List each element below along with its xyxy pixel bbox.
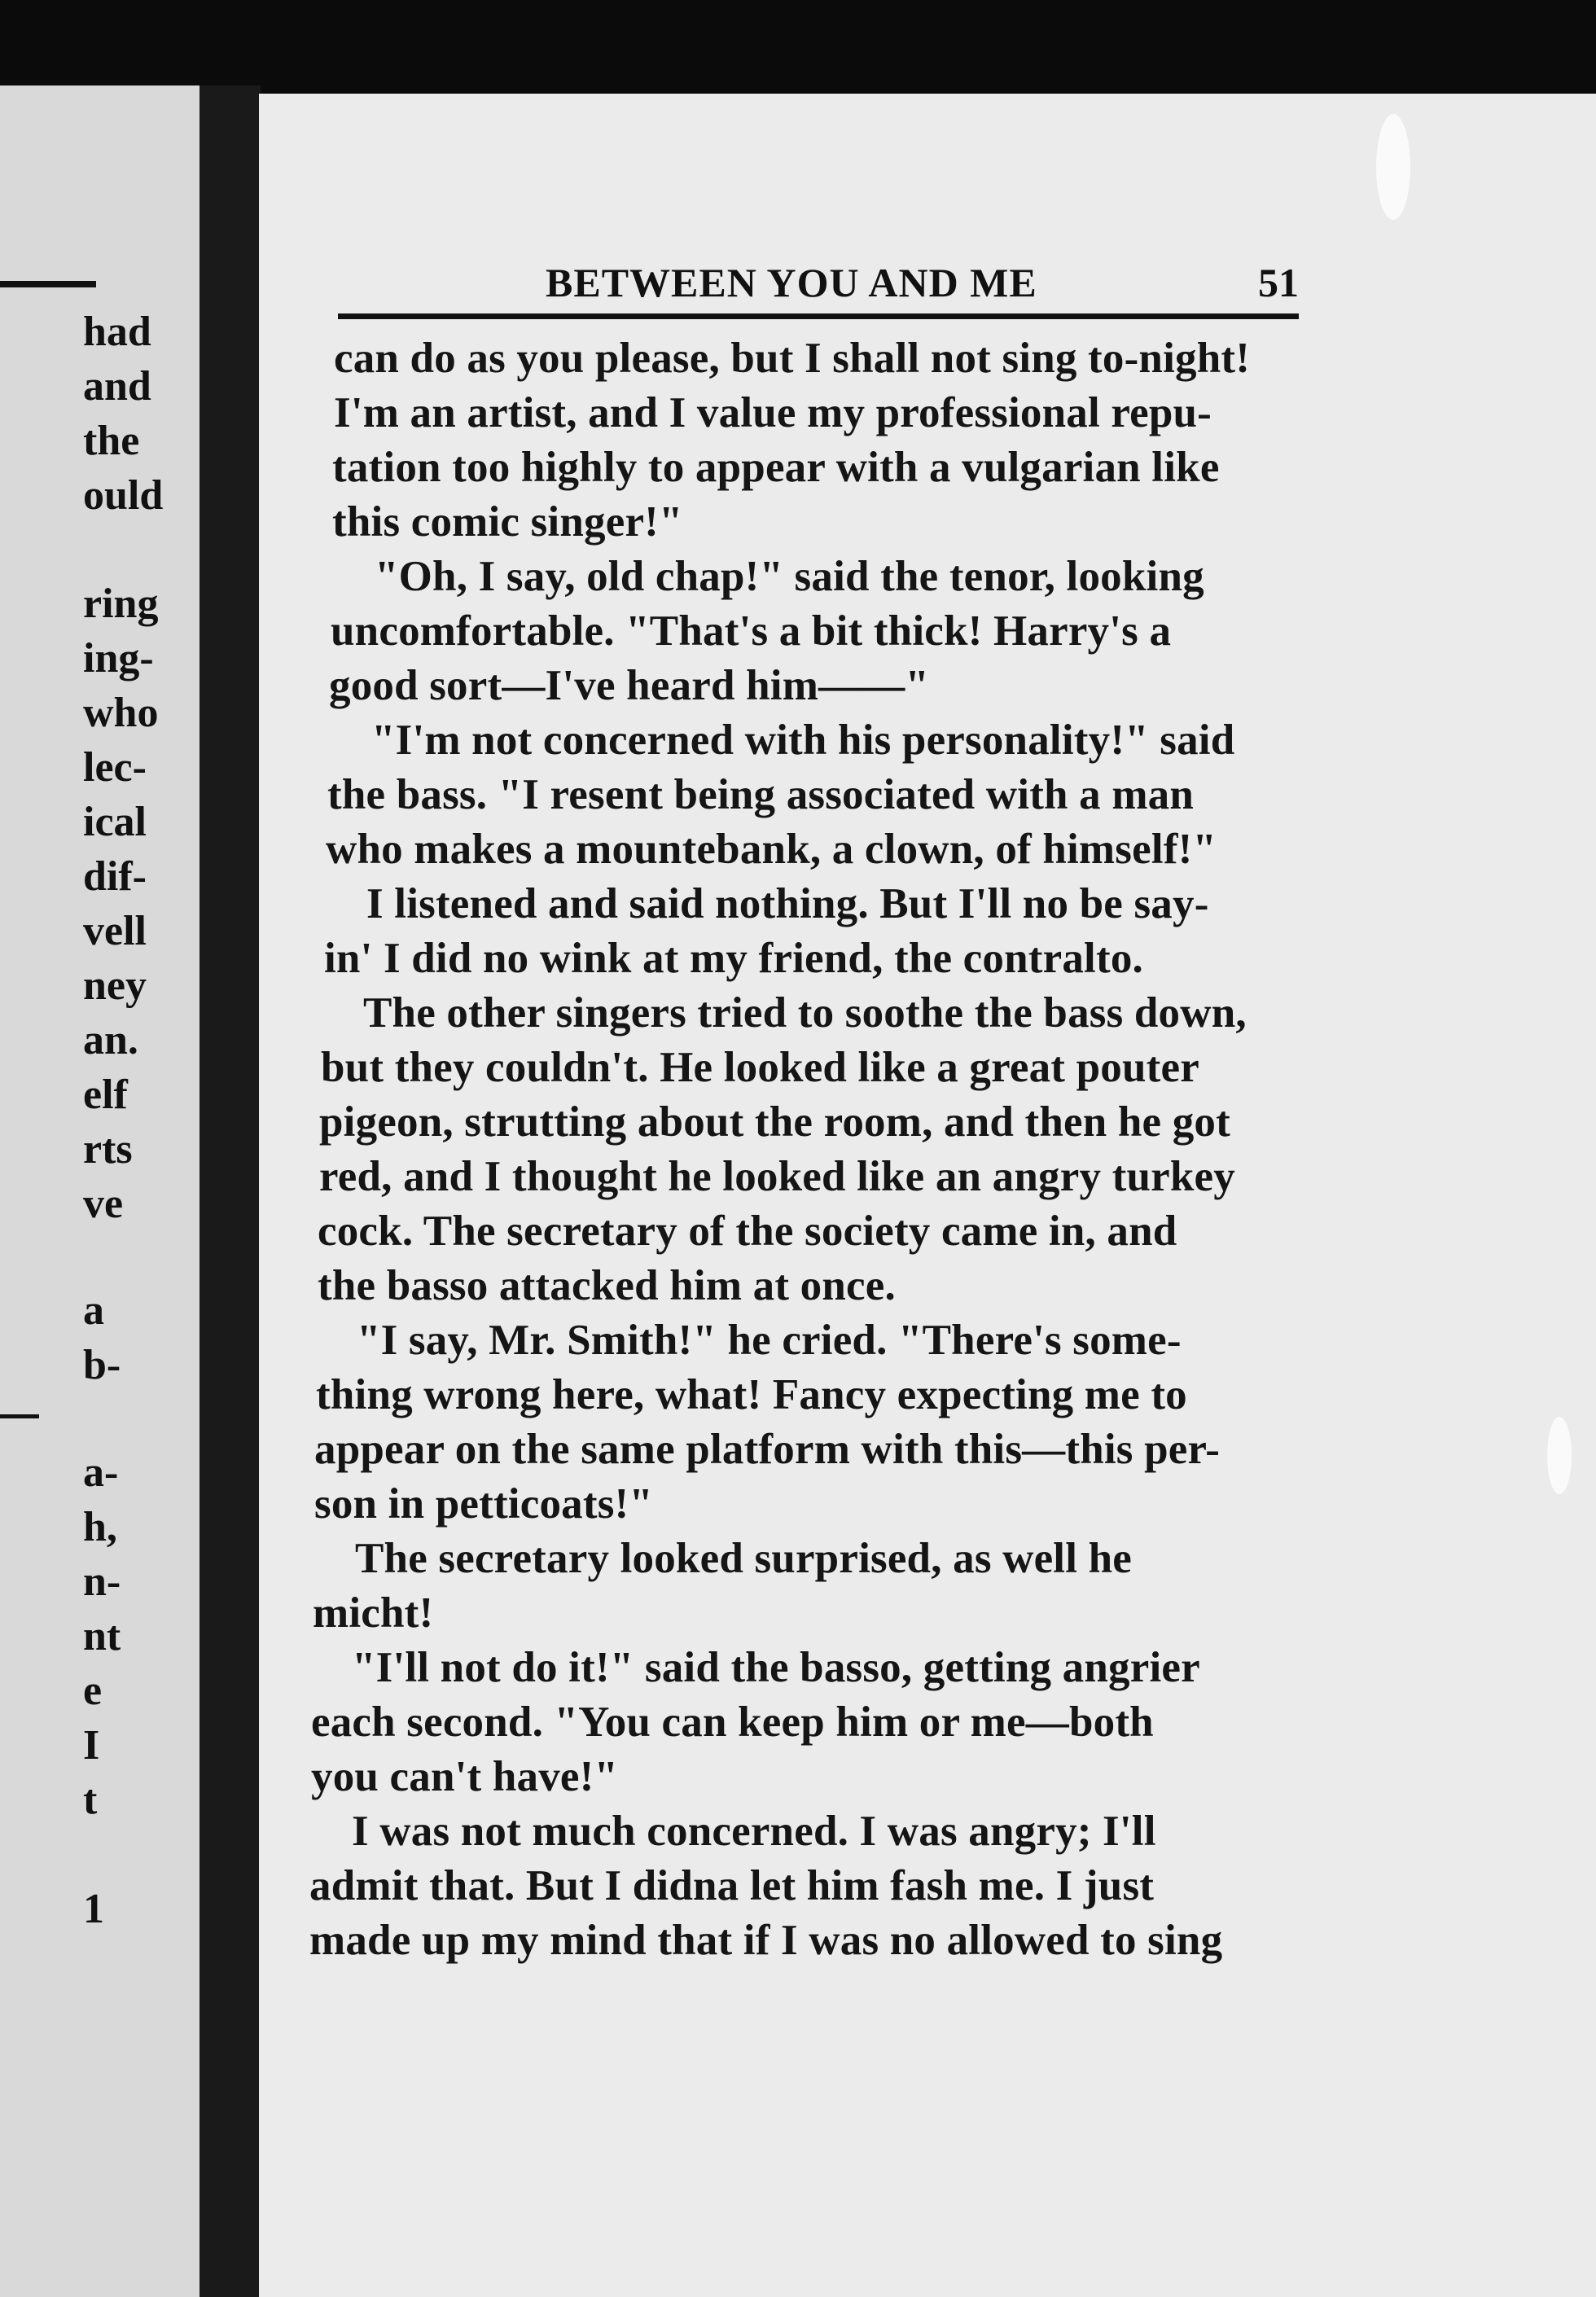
left-page-fragment: the (83, 418, 140, 464)
left-page-fragment: 1 (83, 1886, 104, 1932)
light-glare (1376, 114, 1410, 220)
body-line: "I'm not concerned with his personality!" said (371, 717, 1235, 764)
body-line: I'm an artist, and I value my professional repu- (334, 389, 1212, 436)
body-line: red, and I thought he looked like an angry turkey (319, 1153, 1235, 1200)
left-page-fragment: I (83, 1722, 100, 1769)
left-page-fragment: who (83, 690, 159, 736)
body-line: can do as you please, but I shall not sing to-night! (334, 335, 1251, 382)
body-line: "I'll not do it!" said the basso, getting angrier (352, 1644, 1200, 1691)
book-gutter (200, 85, 261, 2297)
left-page-fragment: an. (83, 1017, 138, 1063)
body-line: The other singers tried to soothe the bass down, (363, 989, 1247, 1037)
left-page-fragment: a- (83, 1449, 119, 1496)
body-line: appear on the same platform with this—this per- (314, 1426, 1221, 1473)
left-page-fragment: ney (83, 962, 147, 1009)
left-page-fragment: ould (83, 472, 164, 519)
left-page-fragment: n- (83, 1558, 121, 1605)
left-page-fragment: and (83, 363, 151, 410)
body-line: the bass. "I resent being associated with a man (327, 771, 1195, 818)
left-page-fragment: nt (83, 1613, 121, 1659)
body-line: cock. The secretary of the society came in, and (318, 1208, 1177, 1255)
body-line: but they couldn't. He looked like a great pouter (321, 1044, 1199, 1091)
left-page-fragment: ical (83, 799, 147, 845)
page-header (338, 259, 1299, 316)
left-page-fragment: elf (83, 1072, 128, 1118)
body-line: in' I did no wink at my friend, the contralto. (324, 935, 1143, 982)
body-line: I was not much concerned. I was angry; I'll (352, 1808, 1156, 1855)
body-line: "Oh, I say, old chap!" said the tenor, looking (375, 553, 1204, 600)
body-line: pigeon, strutting about the room, and then he got (319, 1098, 1230, 1146)
body-line: this comic singer!" (332, 498, 683, 546)
left-page-fragment: b- (83, 1342, 121, 1388)
left-page-fragment: e (83, 1668, 103, 1714)
left-page-fragment: rts (83, 1126, 133, 1173)
body-line: The secretary looked surprised, as well he (355, 1535, 1132, 1582)
left-page-fragment: had (83, 309, 151, 355)
body-line: you can't have!" (311, 1753, 619, 1800)
body-line: good sort—I've heard him——" (329, 662, 930, 709)
left-page-fragment: ing- (83, 635, 154, 682)
left-page-fragment: ve (83, 1181, 124, 1227)
left-page-fragment: a (83, 1287, 104, 1334)
body-line: made up my mind that if I was no allowed to sing (309, 1917, 1223, 1964)
left-page-fragment: ring (83, 581, 159, 627)
body-line: I listened and said nothing. But I'll no be say- (366, 880, 1209, 927)
body-line: the basso attacked him at once. (318, 1262, 896, 1309)
body-line: uncomfortable. "That's a bit thick! Harry's a (331, 607, 1172, 655)
body-line: tation too highly to appear with a vulgarian like (332, 444, 1220, 491)
body-line: thing wrong here, what! Fancy expecting me to (316, 1371, 1187, 1418)
body-line: each second. "You can keep him or me—both (311, 1699, 1154, 1746)
left-page-fragment: dif- (83, 853, 147, 900)
left-page-fragment: lec- (83, 744, 147, 791)
light-glare (1547, 1417, 1572, 1494)
running-title: BETWEEN YOU AND ME (546, 260, 1037, 305)
left-page-fragment: vell (83, 908, 147, 954)
body-line: admit that. But I didna let him fash me. I just (309, 1862, 1155, 1909)
body-line: micht! (313, 1589, 434, 1637)
left-page-fragment: h, (83, 1504, 117, 1550)
left-page-fragment: t (83, 1777, 98, 1823)
body-line: "I say, Mr. Smith!" he cried. "There's some- (357, 1317, 1182, 1364)
left-page-rule-lower (0, 1414, 39, 1418)
body-line: son in petticoats!" (314, 1480, 653, 1528)
body-line: who makes a mountebank, a clown, of himself!" (326, 826, 1217, 873)
left-page-rule (0, 281, 96, 287)
header-rule (338, 313, 1299, 319)
page-number: 51 (1258, 260, 1299, 305)
